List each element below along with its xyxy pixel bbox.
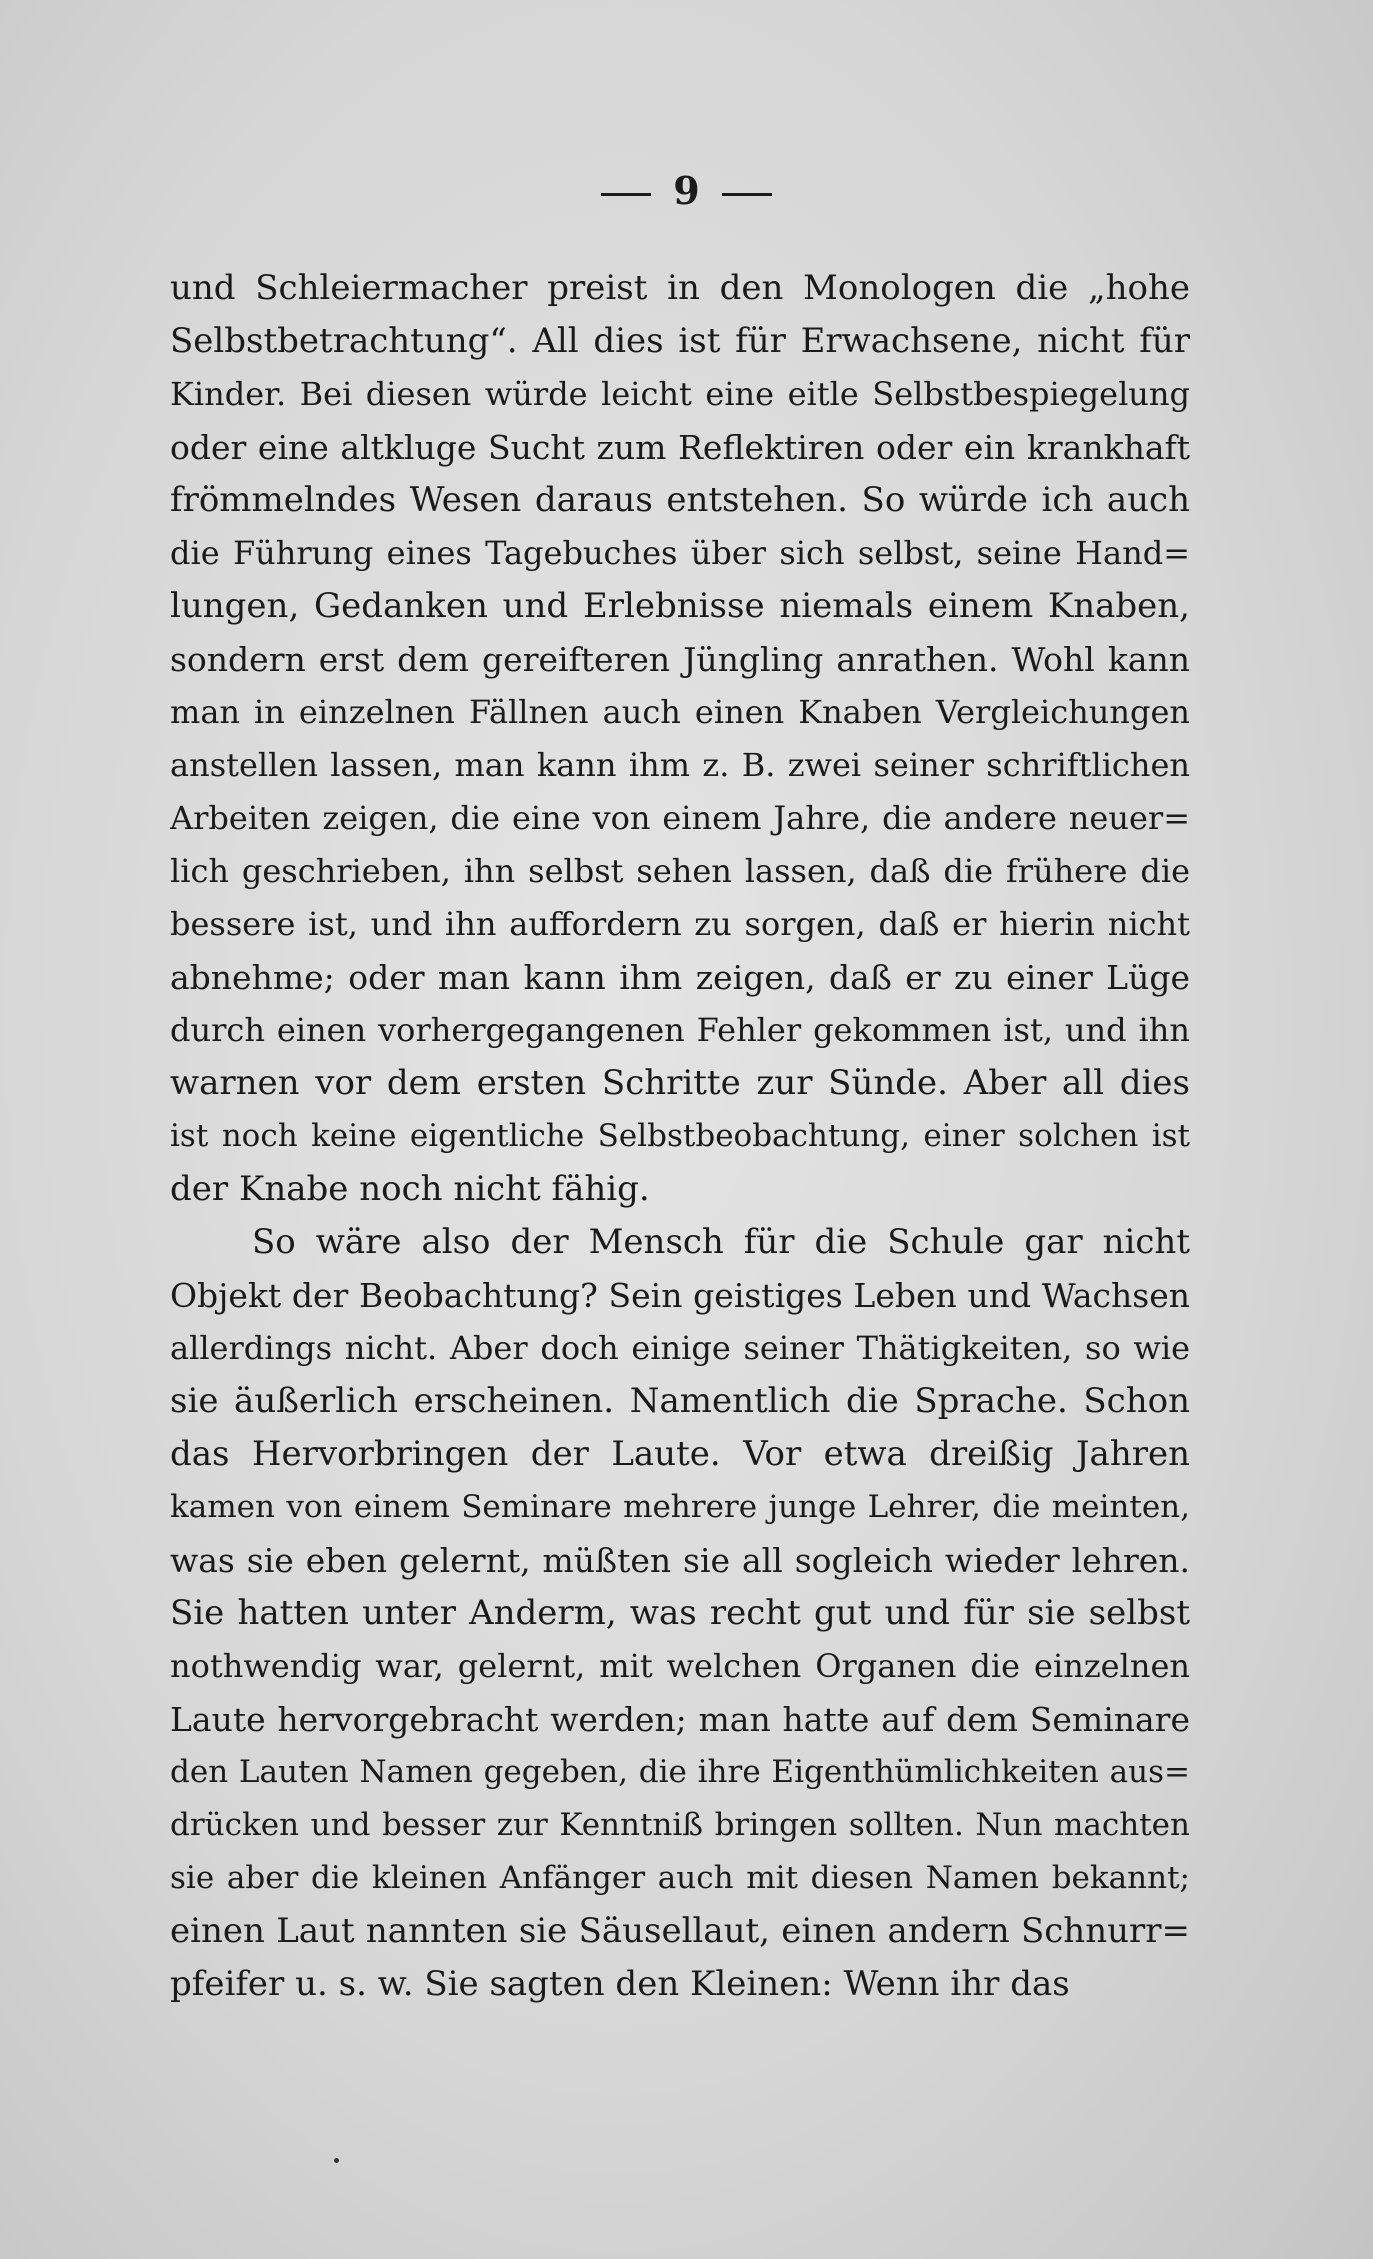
text-line: kamen von einem Seminare mehrere junge Lehrer, die meinten,	[170, 1489, 1190, 1525]
text-line: oder eine altkluge Sucht zum Reflektiren oder ein krankhaft	[170, 428, 1190, 467]
text-line: So wäre also der Mensch für die Schule gar nicht	[252, 1222, 1190, 1262]
text-line: Sie hatten unter Anderm, was recht gut und für sie selbst	[170, 1593, 1190, 1633]
text-line: sie aber die kleinen Anfänger auch mit diesen Namen bekannt;	[170, 1860, 1190, 1896]
text-line: allerdings nicht. Aber doch einige seiner Thätigkeiten, so wie	[170, 1329, 1190, 1367]
text-line: den Lauten Namen gegeben, die ihre Eigenthümlichkeiten aus=	[170, 1754, 1190, 1790]
text-line: sondern erst dem gereifteren Jüngling anrathen. Wohl kann	[170, 640, 1190, 679]
page-number: 9	[673, 168, 700, 213]
text-line: sie äußerlich erscheinen. Namentlich die Sprache. Schon	[170, 1381, 1190, 1421]
text-line: und Schleiermacher preist in den Monologen die „hohe	[170, 268, 1190, 308]
text-line: Laute hervorgebracht werden; man hatte auf dem Seminare	[170, 1700, 1190, 1739]
text-line: pfeifer u. s. w. Sie sagten den Kleinen: Wenn ihr das	[170, 1964, 1070, 2004]
header-dash-left	[601, 193, 651, 196]
text-line: anstellen lassen, man kann ihm z. B. zwei seiner schriftlichen	[170, 746, 1190, 784]
text-line: bessere ist, und ihn auffordern zu sorgen, daß er hierin nicht	[170, 905, 1190, 943]
text-line: warnen vor dem ersten Schritte zur Sünde. Aber all dies	[170, 1063, 1190, 1103]
text-line: nothwendig war, gelernt, mit welchen Organen die einzelnen	[170, 1647, 1190, 1685]
text-line: Selbstbetrachtung“. All dies ist für Erwachsene, nicht für	[170, 321, 1190, 361]
text-line: durch einen vorhergegangenen Fehler gekommen ist, und ihn	[170, 1011, 1190, 1049]
page-header	[0, 168, 1373, 213]
text-line: Arbeiten zeigen, die eine von einem Jahre, die andere neuer=	[170, 799, 1190, 837]
text-line: drücken und besser zur Kenntniß bringen sollten. Nun machten	[170, 1807, 1190, 1843]
text-line: abnehme; oder man kann ihm zeigen, daß er zu einer Lüge	[170, 958, 1190, 997]
text-line: der Knabe noch nicht fähig.	[170, 1169, 650, 1209]
text-line: die Führung eines Tagebuches über sich selbst, seine Hand=	[170, 534, 1190, 572]
paper-speck	[334, 2158, 339, 2163]
text-line: Objekt der Beobachtung? Sein geistiges Leben und Wachsen	[170, 1276, 1190, 1315]
text-line: lich geschrieben, ihn selbst sehen lassen, daß die frühere die	[170, 852, 1190, 890]
text-line: Kinder. Bei diesen würde leicht eine eitle Selbstbespiegelung	[170, 375, 1190, 413]
text-line: das Hervorbringen der Laute. Vor etwa dreißig Jahren	[170, 1434, 1190, 1474]
text-line: frömmelndes Wesen daraus entstehen. So würde ich auch	[170, 480, 1190, 520]
text-line: man in einzelnen Fällnen auch einen Knaben Vergleichungen	[170, 693, 1190, 731]
header-dash-right	[722, 193, 772, 196]
text-line: ist noch keine eigentliche Selbstbeobachtung, einer solchen ist	[170, 1118, 1190, 1154]
text-line: einen Laut nannten sie Säusellaut, einen andern Schnurr=	[170, 1911, 1190, 1951]
text-line: was sie eben gelernt, müßten sie all sogleich wieder lehren.	[170, 1541, 1190, 1580]
text-line: lungen, Gedanken und Erlebnisse niemals einem Knaben,	[170, 586, 1190, 626]
body-text	[170, 262, 1190, 2011]
